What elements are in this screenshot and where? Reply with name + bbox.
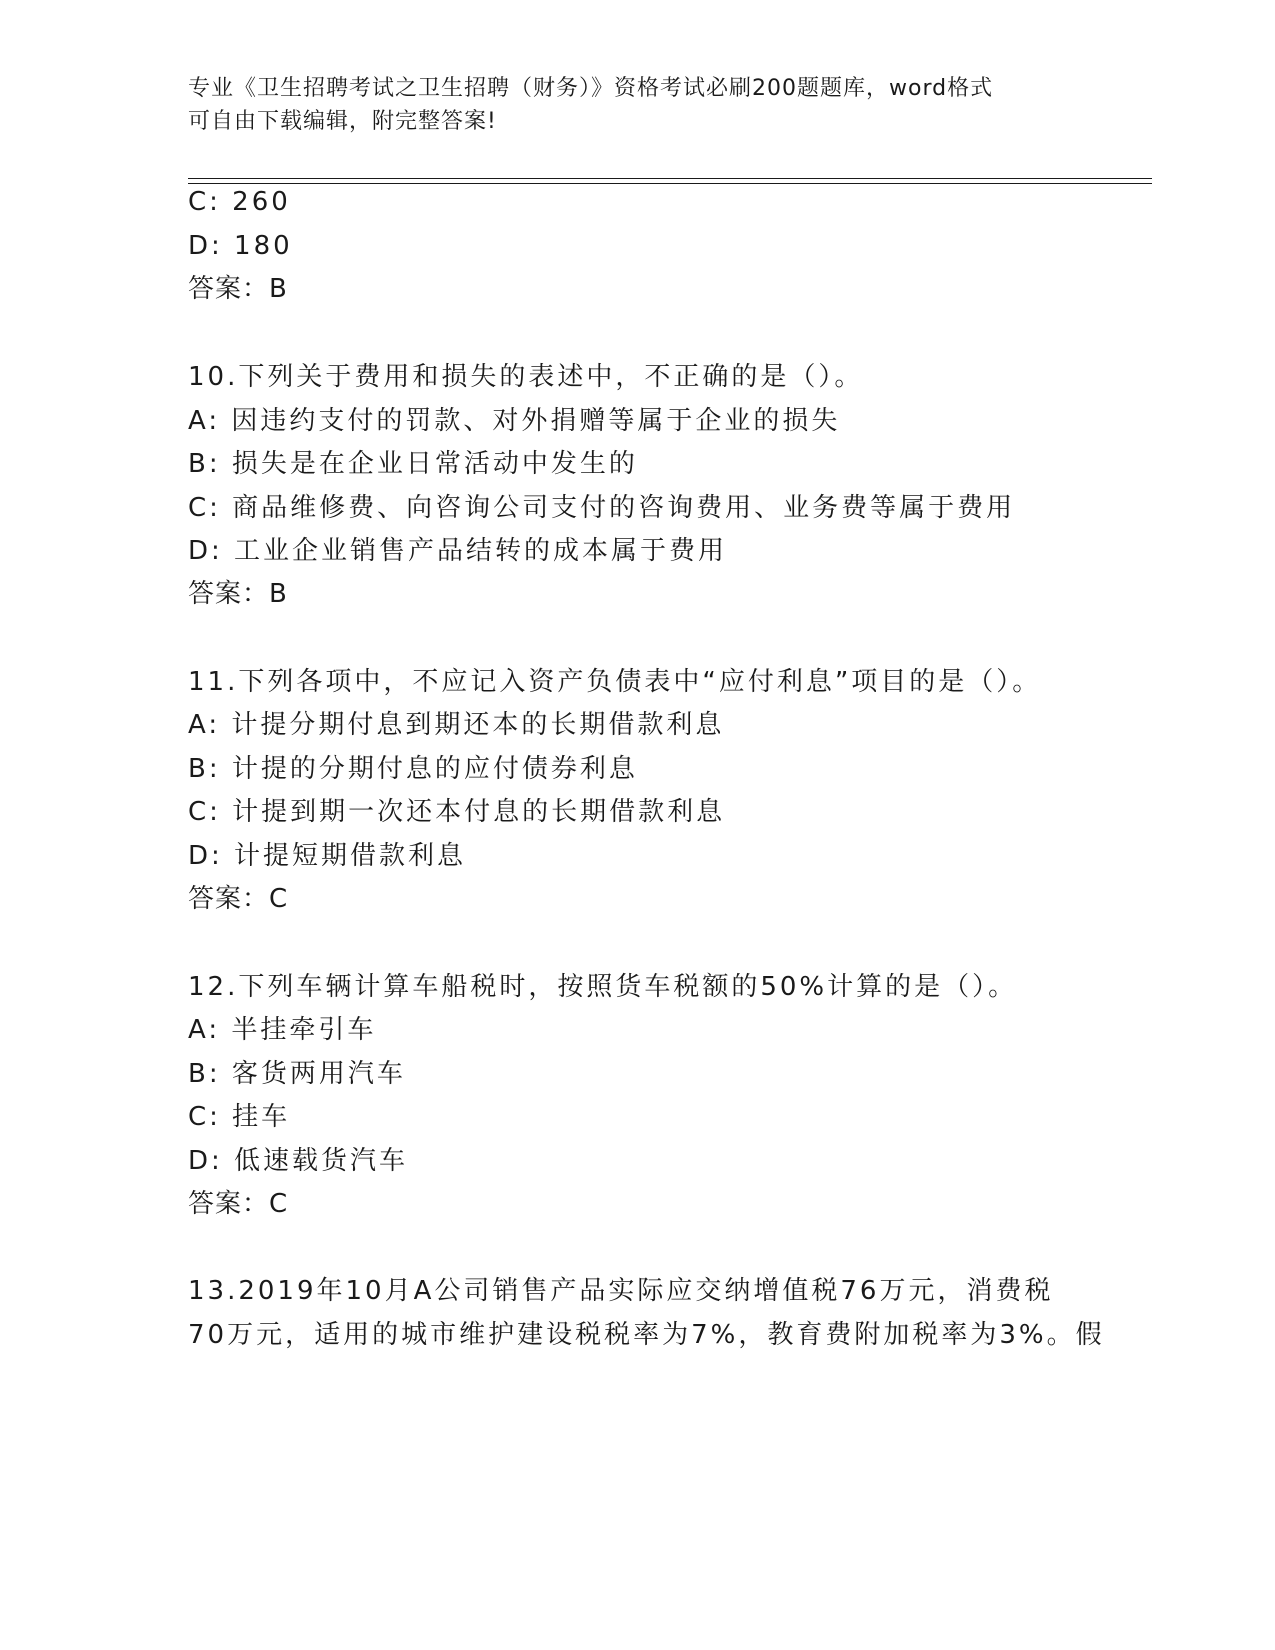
- prev-answer: 答案：B: [188, 274, 288, 304]
- q12-option-c: C: 挂车: [188, 1102, 291, 1132]
- q10-option-c: C: 商品维修费、向咨询公司支付的咨询费用、业务费等属于费用: [188, 493, 1016, 523]
- q10-stem: 10.下列关于费用和损失的表述中，不正确的是（）。: [188, 362, 864, 392]
- q12-option-d: D: 低速载货汽车: [188, 1146, 409, 1176]
- q13-stem-line-1: 13.2019年10月A公司销售产品实际应交纳增值税76万元，消费税: [188, 1276, 1054, 1306]
- q11-option-b: B: 计提的分期付息的应付债券利息: [188, 754, 638, 784]
- q11-option-c: C: 计提到期一次还本付息的长期借款利息: [188, 797, 726, 827]
- q13-stem-line-2: 70万元，适用的城市维护建设税税率为7%，教育费附加税率为3%。假: [188, 1320, 1105, 1350]
- q11-answer: 答案：C: [188, 884, 289, 914]
- q10-answer: 答案：B: [188, 579, 288, 609]
- prev-option-c: C: 260: [188, 187, 291, 217]
- q10-option-d: D: 工业企业销售产品结转的成本属于费用: [188, 536, 728, 566]
- header-divider-top: [188, 178, 1152, 179]
- header-divider-bottom: [188, 183, 1152, 184]
- document-header: [188, 72, 1088, 138]
- header-line-2: 可自由下载编辑，附完整答案!: [188, 109, 497, 134]
- q12-stem: 12.下列车辆计算车船税时，按照货车税额的50%计算的是（）。: [188, 972, 1018, 1002]
- q11-option-a: A: 计提分期付息到期还本的长期借款利息: [188, 710, 725, 740]
- q10-option-b: B: 损失是在企业日常活动中发生的: [188, 449, 638, 479]
- prev-option-d: D: 180: [188, 231, 293, 261]
- header-line-1: 专业《卫生招聘考试之卫生招聘（财务）》资格考试必刷200题题库，word格式: [188, 76, 994, 101]
- q12-answer: 答案：C: [188, 1189, 289, 1219]
- q12-option-a: A: 半挂牵引车: [188, 1015, 377, 1045]
- q10-option-a: A: 因违约支付的罚款、对外捐赠等属于企业的损失: [188, 406, 841, 436]
- q11-option-d: D: 计提短期借款利息: [188, 841, 467, 871]
- q11-stem: 11.下列各项中，不应记入资产负债表中“应付利息”项目的是（）。: [188, 667, 1042, 697]
- q12-option-b: B: 客货两用汽车: [188, 1059, 406, 1089]
